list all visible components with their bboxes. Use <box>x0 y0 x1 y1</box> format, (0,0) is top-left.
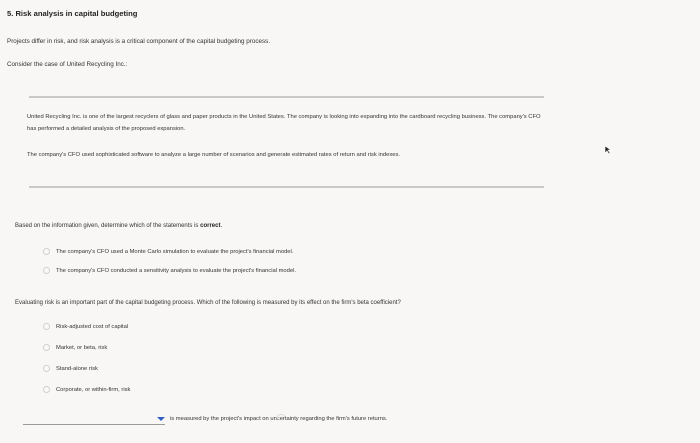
option-label: Risk-adjusted cost of capital <box>56 323 129 330</box>
question-1-prompt-end: . <box>220 223 223 229</box>
intro-text: Projects differ in risk, and risk analysis is a critical component of the capital budgeting process. <box>7 38 271 45</box>
case-paragraph-1: United Recycling Inc. is one of the largest recyclers of glass and paper products in the United States. The company is looking into expanding into the cardboard recycling business. The company's CFO has performed a detailed analysis of the proposed expansion. <box>27 114 541 132</box>
case-line: Consider the case of United Recycling Inc.: <box>7 61 128 68</box>
option-label: Corporate, or within-firm, risk <box>56 386 131 393</box>
question-1-option-2[interactable] <box>43 267 296 274</box>
question-2-option-2[interactable] <box>43 344 107 351</box>
fill-in-dropdown[interactable] <box>154 415 168 424</box>
radio-button[interactable] <box>43 365 50 372</box>
question-2-option-3[interactable] <box>43 365 98 372</box>
question-2-option-4[interactable] <box>43 386 130 393</box>
option-label: Stand-alone risk <box>56 365 98 372</box>
option-label: The company's CFO used a Monte Carlo simulation to evaluate the project's financial model. <box>56 248 294 255</box>
option-label: The company's CFO conducted a sensitivity analysis to evaluate the project's financial model. <box>56 267 297 274</box>
option-label: Market, or beta, risk <box>56 344 108 351</box>
case-box-bottom-rule <box>29 186 544 188</box>
chevron-down-icon <box>154 415 168 424</box>
scroll-marker-icon <box>277 414 285 419</box>
fill-in-suffix: is measured by the project's impact on uncertainty regarding the firm's future returns. <box>170 416 388 422</box>
question-1-option-1[interactable] <box>43 248 293 255</box>
radio-button[interactable] <box>43 323 50 330</box>
case-box-top-rule <box>29 96 544 98</box>
fill-in-blank-line[interactable] <box>23 424 165 425</box>
case-paragraph-2: The company's CFO used sophisticated software to analyze a large number of scenarios and generate estimated rates of return and risk indexes. <box>27 152 400 158</box>
question-2-prompt: Evaluating risk is an important part of the capital budgeting process. Which of the following is measured by its effect on the firm's beta coefficient? <box>15 300 401 306</box>
question-1-prompt-bold: correct <box>200 223 221 229</box>
radio-button[interactable] <box>43 267 50 274</box>
question-1-prompt-start: Based on the information given, determine which of the statements is <box>15 223 199 229</box>
section-title: 5. Risk analysis in capital budgeting <box>7 9 138 18</box>
radio-button[interactable] <box>43 386 50 393</box>
radio-button[interactable] <box>43 248 50 255</box>
radio-button[interactable] <box>43 344 50 351</box>
question-1-prompt <box>15 223 222 229</box>
question-2-option-1[interactable] <box>43 323 128 330</box>
mouse-pointer-icon <box>604 142 613 160</box>
